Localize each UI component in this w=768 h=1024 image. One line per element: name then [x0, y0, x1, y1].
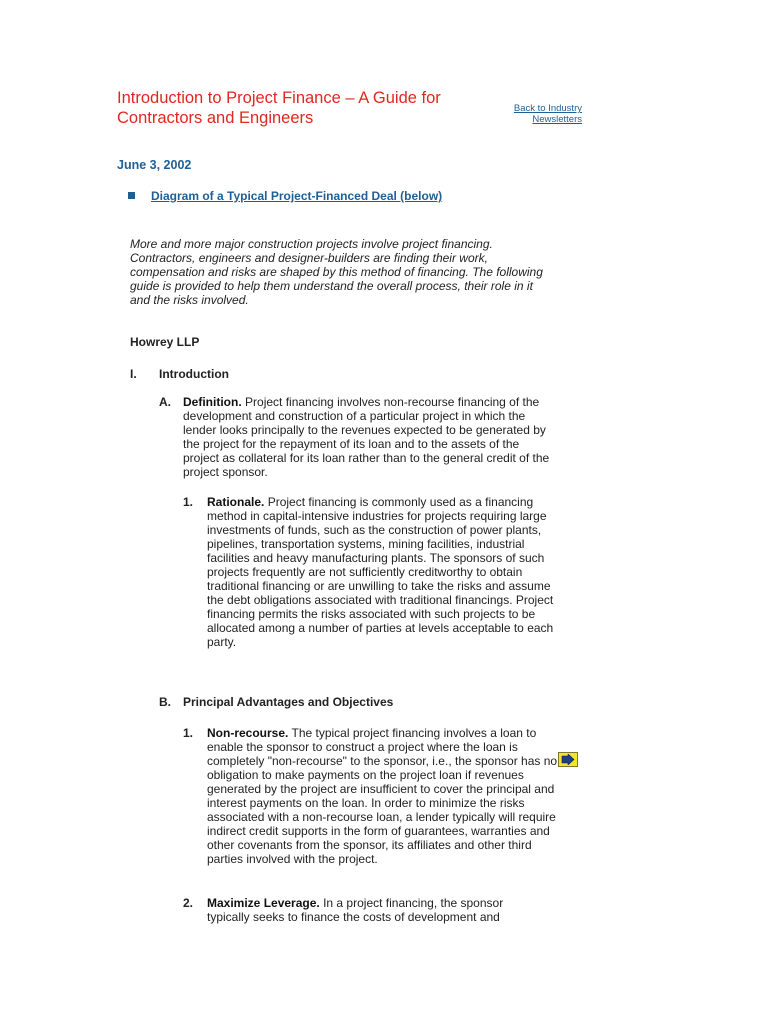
back-to-newsletters-link[interactable]: Back to Industry Newsletters — [513, 103, 582, 125]
non-recourse-text: The typical project financing involves a loan to enable the sponsor to construct a project where the loan is completely "non-recourse" to the sponsor, i.e., the sponsor has no obligation to make payments on the project loan if revenues generated by the project are insufficient to cover the principal and interest payments on the loan. In order to minimize the risks associated with a non-recourse loan, a lender typically will require indirect credit supports in the form of guarantees, warranties and other covenants from the sponsor, its affiliates and other third parties involved with the project. — [207, 726, 558, 866]
definition-label: Definition. — [183, 395, 242, 409]
page-title: Introduction to Project Finance – A Guide for Contractors and Engineers — [117, 89, 441, 127]
arrow-glyph-icon — [561, 754, 575, 765]
leverage-label: Maximize Leverage. — [207, 896, 320, 910]
leverage-marker: 2. — [183, 896, 194, 910]
section-1-marker: I. — [130, 367, 137, 381]
publication-date: June 3, 2002 — [117, 158, 192, 172]
section-1-heading: Introduction — [159, 367, 229, 381]
leverage-text: In a project financing, the sponsor typically seeks to finance the costs of development and — [207, 896, 504, 924]
square-bullet-icon — [128, 192, 135, 199]
definition-text: Project financing involves non-recourse financing of the development and construction of a particular project in which the lender looks principally to the revenues expected to be generated by the project for the repayment of its loan and to the assets of the project as collateral for its loan rather than to the general credit of the project sponsor. — [183, 395, 550, 479]
rationale-text: Project financing is commonly used as a financing method in capital-intensive industries for projects requiring large investments of funds, such as the construction of power plants, pipelines, transportation systems, mining facilities, industrial facilities and heavy manufacturing plants. The sponsors of such projects frequently are not sufficiently creditworthy to obtain traditional financing or are unwilling to take the risks and assume the debt obligations associated with traditional financings. Project financing permits the risks associated with such projects to be allocated among a number of parties at levels acceptable to each party. — [207, 495, 554, 649]
sub-b-heading: Principal Advantages and Objectives — [183, 695, 394, 709]
rationale-label: Rationale. — [207, 495, 265, 509]
rationale-paragraph — [207, 495, 557, 649]
diagram-link[interactable]: Diagram of a Typical Project-Financed Deal (below) — [151, 189, 443, 203]
sub-a-marker: A. — [159, 395, 171, 409]
leverage-paragraph — [207, 896, 547, 924]
definition-paragraph — [183, 395, 558, 479]
sub-b-marker: B. — [159, 695, 171, 709]
author-name: Howrey LLP — [130, 335, 200, 349]
intro-paragraph: More and more major construction projects involve project financing. Contractors, engineers and designer-builders are finding their work, compensation and risks are shaped by this method of financing. The following guide is provided to help them understand the overall process, their role in it and the risks involved. — [130, 237, 543, 307]
non-recourse-label: Non-recourse. — [207, 726, 289, 740]
diagram-bullet — [128, 189, 442, 204]
rationale-marker: 1. — [183, 495, 194, 509]
non-recourse-marker: 1. — [183, 726, 194, 740]
non-recourse-paragraph — [207, 726, 558, 866]
arrow-note-icon[interactable] — [558, 752, 578, 767]
